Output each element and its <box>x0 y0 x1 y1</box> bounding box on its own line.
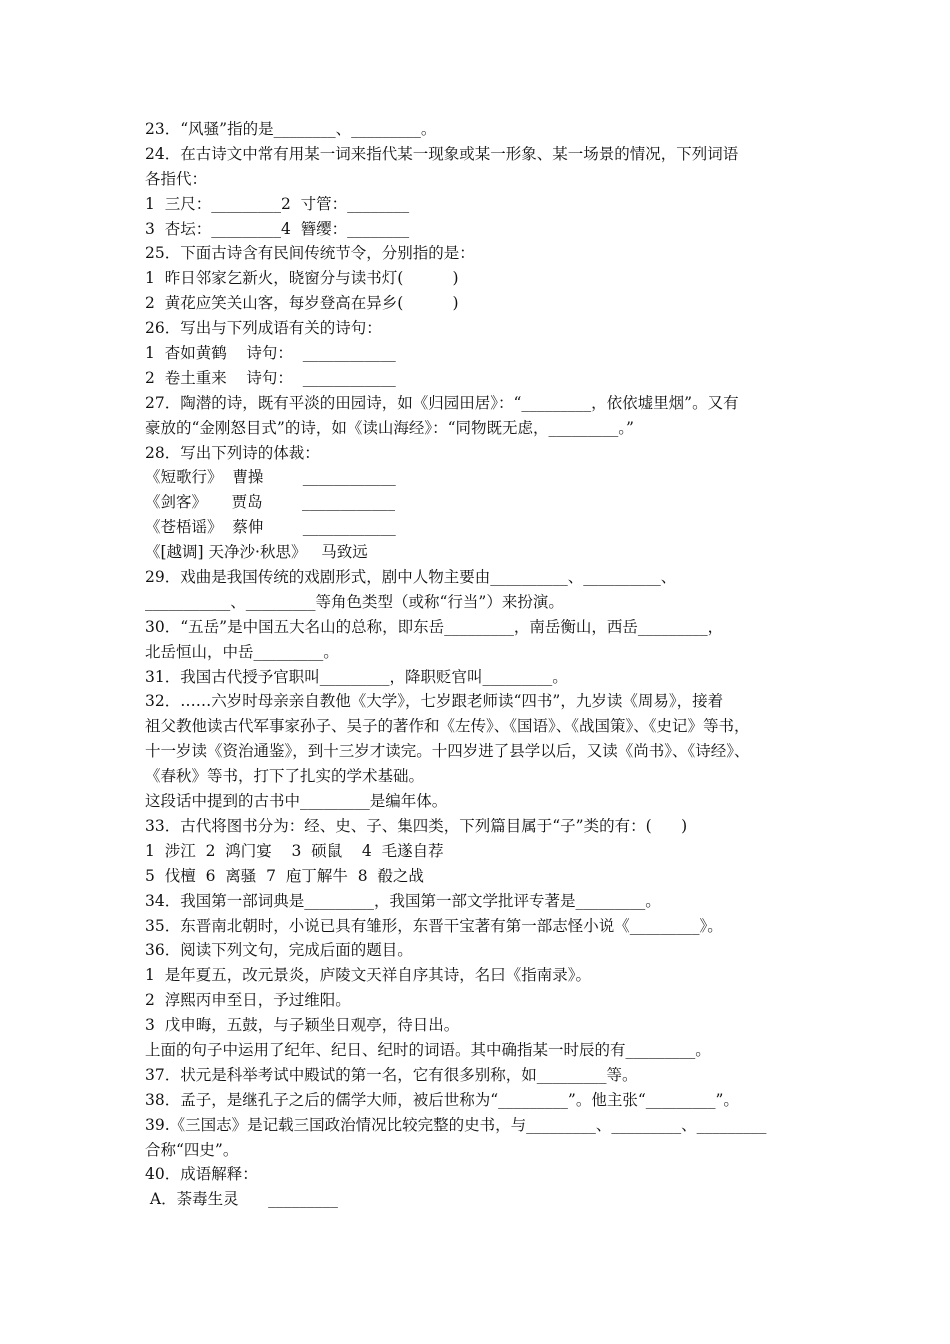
text-line: 《苍梧谣》 蔡伸 ____________ <box>145 518 396 537</box>
text-line: 33．古代将图书分为：经、史、子、集四类，下列篇目属于“子”类的有：( ) <box>145 816 688 835</box>
text-line: 31．我国古代授予官职叫_________，降职贬官叫_________。 <box>145 667 568 686</box>
text-line: 2 卷土重来 诗句： ____________ <box>145 368 396 387</box>
text-line: 祖父教他读古代军事家孙子、吴子的著作和《左传》、《国语》、《战国策》、《史记》等书， <box>145 717 750 736</box>
text-line: 30．“五岳”是中国五大名山的总称，即东岳_________，南岳衡山，西岳_________， <box>145 617 724 636</box>
question-list <box>145 117 815 1212</box>
text-line: 1 是年夏五，改元景炎，庐陵文天祥自序其诗，名曰《指南录》。 <box>145 966 591 985</box>
text-line: 3 戊申晦，五鼓，与子颖坐日观亭，待日出。 <box>145 1016 460 1035</box>
text-line: 28．写出下列诗的体裁： <box>145 443 320 462</box>
text-line: 37．状元是科举考试中殿试的第一名，它有很多别称，如_________等。 <box>145 1065 638 1084</box>
text-line: 1 涉江 2 鸿门宴 3 硕鼠 4 毛遂自荐 <box>145 841 444 860</box>
text-line: 26．写出与下列成语有关的诗句： <box>145 319 382 338</box>
text-line: 38．孟子，是继孔子之后的儒学大师，被后世称为“_________”。他主张“_________”。 <box>145 1090 739 1109</box>
text-line: 5 伐檀 6 离骚 7 庖丁解牛 8 殽之战 <box>145 866 424 885</box>
text-line: 25．下面古诗含有民间传统节令，分别指的是： <box>145 244 475 263</box>
text-line: 《短歌行》 曹操 ____________ <box>145 468 396 487</box>
text-line: ___________、_________等角色类型（或称“行当”）来扮演。 <box>145 592 564 611</box>
text-line: 《春秋》等书，打下了扎实的学术基础。 <box>145 767 425 786</box>
text-line: A．荼毒生灵 _________ <box>145 1190 338 1209</box>
text-line: 23．“风骚”指的是________、_________。 <box>145 120 437 138</box>
text-line: 1 杳如黄鹤 诗句： ____________ <box>145 344 396 363</box>
text-line: 39.《三国志》是记载三国政治情况比较完整的史书，与_________、_________、_________ <box>145 1115 767 1134</box>
text-line: 十一岁读《资治通鉴》，到十三岁才读完。十四岁进了县学以后，又读《尚书》、《诗经》、 <box>145 742 750 761</box>
text-line: 这段话中提到的古书中_________是编年体。 <box>145 792 448 811</box>
text-line: 24．在古诗文中常有用某一词来指代某一现象或某一形象、某一场景的情况，下列词语 <box>145 144 739 163</box>
text-line: 34．我国第一部词典是_________，我国第一部文学批评专著是_________。 <box>145 891 661 910</box>
text-line: 北岳恒山，中岳_________。 <box>145 642 339 661</box>
text-line: 3 杏坛：_________4 簪缨：________ <box>145 219 410 238</box>
text-line: 各指代： <box>145 169 208 188</box>
text-line: 《剑客》 贾岛 ____________ <box>145 493 396 512</box>
text-line: 27．陶潜的诗，既有平淡的田园诗，如《归园田居》：“_________，依依墟里烟”。又有 <box>145 393 739 412</box>
text-line: 2 淳熙丙申至日，予过维阳。 <box>145 991 351 1010</box>
text-line: 36．阅读下列文句，完成后面的题目。 <box>145 941 413 960</box>
text-line: 合称“四史”。 <box>145 1140 239 1159</box>
text-line: 29．戏曲是我国传统的戏剧形式，剧中人物主要由__________、__________、 <box>145 568 677 587</box>
text-line: 1 三尺：_________2 寸管：________ <box>145 194 410 213</box>
text-line: 上面的句子中运用了纪年、纪日、纪时的词语。其中确指某一时辰的有_________。 <box>145 1040 711 1059</box>
text-line: 《[越调] 天净沙·秋思》 马致远 <box>145 543 368 562</box>
text-line: 32．……六岁时母亲亲自教他《大学》，七岁跟老师读“四书”，九岁读《周易》，接着 <box>145 692 724 711</box>
text-line: 豪放的“金刚怒目式”的诗，如《读山海经》：“同物既无虑，_________。” <box>145 418 634 437</box>
text-line: 40．成语解释： <box>145 1165 258 1184</box>
text-line: 1 昨日邻家乞新火，晓窗分与读书灯( ) <box>145 269 459 288</box>
text-line: 2 黄花应笑关山客，每岁登高在异乡( ) <box>145 294 459 313</box>
text-line: 35．东晋南北朝时，小说已具有雏形，东晋干宝著有第一部志怪小说《_________》。 <box>145 916 723 935</box>
